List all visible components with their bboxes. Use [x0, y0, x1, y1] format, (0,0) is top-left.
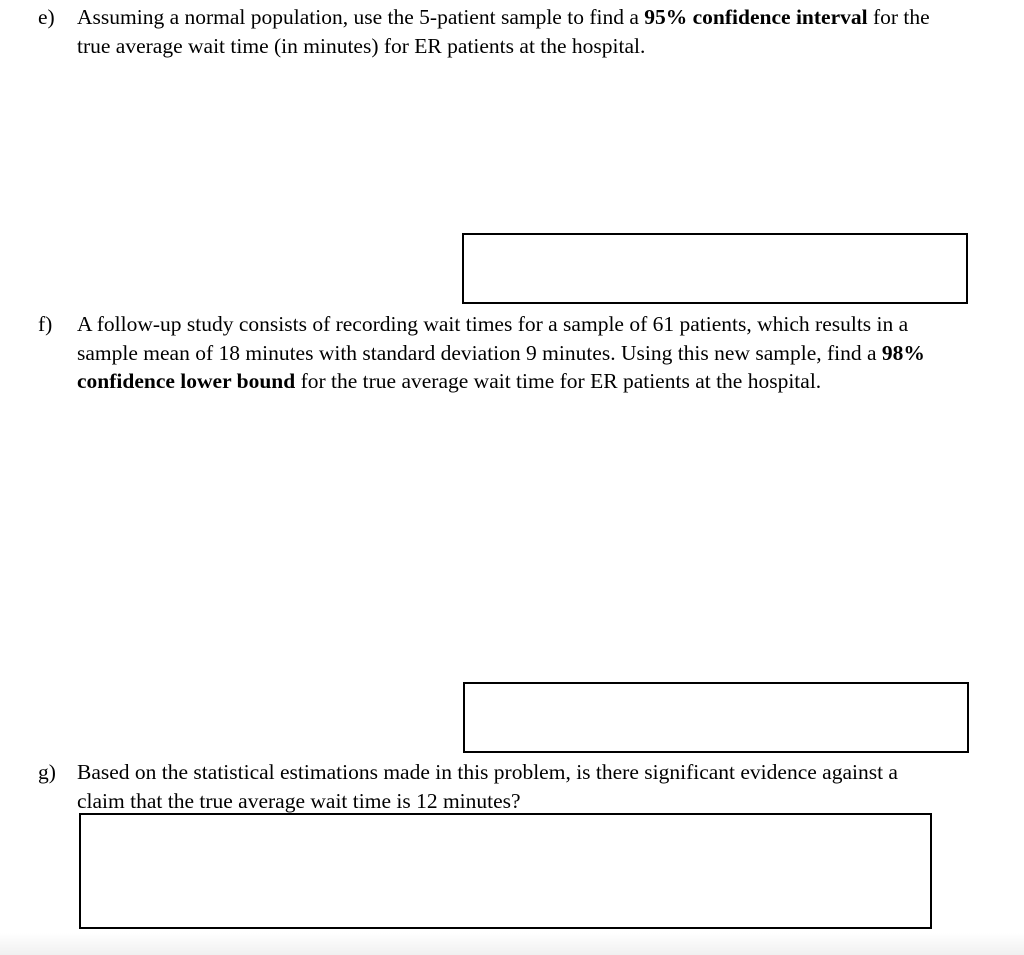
- question-text-bold: 95% confidence interval: [644, 5, 868, 29]
- question-text-part: Based on the statistical estimations made in this problem, is there significant evidence against a claim that the true average wait time is 12 minutes?: [77, 760, 898, 813]
- question-text-part: for the true average wait time (in minutes) for ER patients at the hospital.: [77, 5, 930, 58]
- question-g: [38, 758, 938, 818]
- question-e: [38, 3, 938, 63]
- page-bottom-edge: [0, 933, 1024, 955]
- answer-box-e[interactable]: [462, 233, 968, 304]
- question-text: [77, 310, 947, 396]
- question-text-part: for the true average wait time for ER patients at the hospital.: [295, 369, 822, 393]
- answer-box-g[interactable]: [79, 813, 932, 929]
- question-text-bold: 98% confidence lower bound: [77, 340, 925, 393]
- question-text-part: Assuming a normal population, use the 5-patient sample to find a: [77, 5, 645, 29]
- question-f: [38, 310, 938, 430]
- question-text: [77, 3, 947, 60]
- question-text: [77, 758, 947, 815]
- question-label: g): [38, 760, 56, 784]
- answer-box-f[interactable]: [463, 682, 969, 753]
- question-label: e): [38, 5, 55, 29]
- question-text-part: A follow-up study consists of recording wait times for a sample of 61 patients, which results in a sample mean of 18 minutes with standard deviation 9 minutes. Using this new sample, find a: [77, 312, 909, 365]
- question-label: f): [38, 312, 53, 336]
